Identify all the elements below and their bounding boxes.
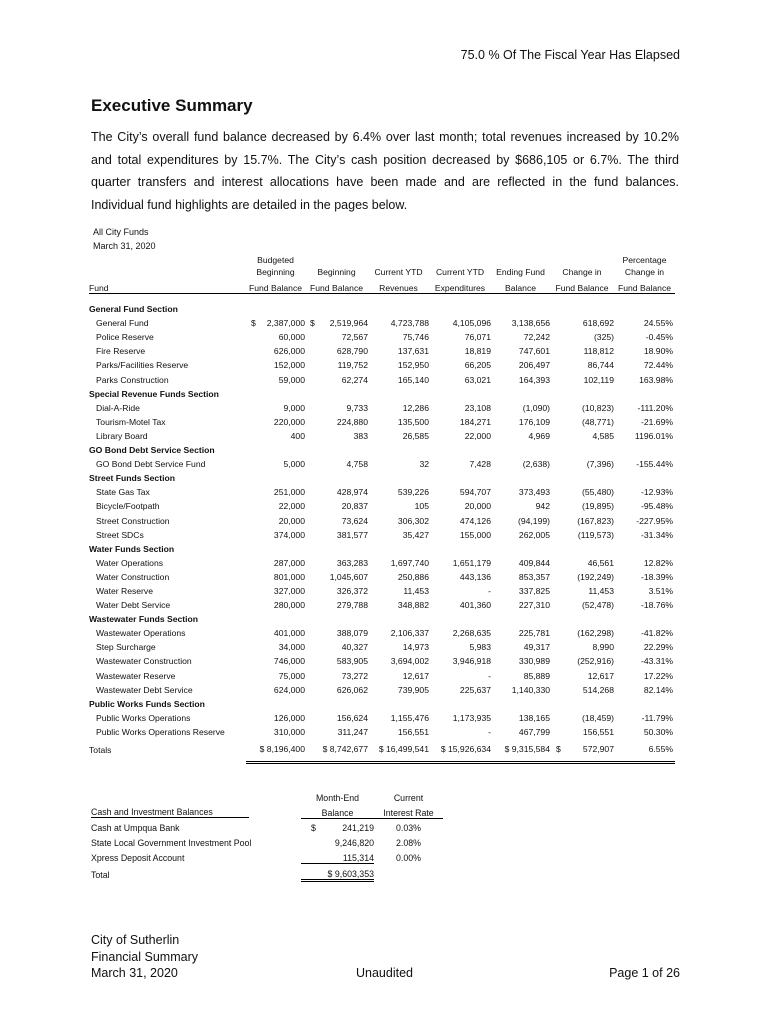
cell-revenues: 250,886 xyxy=(397,571,429,582)
header-pct: Fund Balance xyxy=(614,277,675,294)
totals-label: Totals xyxy=(89,744,112,755)
cell-beginning: 583,905 xyxy=(336,656,368,667)
cell-ending: 373,493 xyxy=(518,487,550,498)
cell-budgeted: 59,000 xyxy=(278,374,305,385)
section-heading: GO Bond Debt Service Section xyxy=(89,445,215,456)
header-expenditures: Expenditures xyxy=(429,277,491,294)
header-revenues: Current YTD xyxy=(374,267,423,277)
cell-budgeted: 152,000 xyxy=(273,360,305,371)
cell-expenditures: 594,707 xyxy=(459,487,491,498)
fund-row xyxy=(89,554,675,568)
cell-ending: (1,090) xyxy=(522,402,550,413)
fund-name: Bicycle/Footpath xyxy=(96,501,160,512)
dollar-sign: $ xyxy=(310,318,315,329)
section-heading: Wastewater Funds Section xyxy=(89,614,199,625)
fund-row xyxy=(89,328,675,342)
cell-pct: -227.95% xyxy=(636,515,673,526)
cell-expenditures: 184,271 xyxy=(459,416,491,427)
fund-name: Public Works Operations Reserve xyxy=(96,726,225,737)
cell-beginning: 383 xyxy=(353,430,368,441)
cell-budgeted: 374,000 xyxy=(273,529,305,540)
cell-revenues: 12,617 xyxy=(402,670,429,681)
fund-name: Wastewater Debt Service xyxy=(96,684,193,695)
cell-beginning: 326,372 xyxy=(336,585,368,596)
cell-beginning: 381,577 xyxy=(336,529,368,540)
cell-beginning: 626,062 xyxy=(336,684,368,695)
cell-budgeted: 22,000 xyxy=(278,501,305,512)
footer-date: March 31, 2020 xyxy=(91,966,178,980)
fund-row xyxy=(89,624,675,638)
cash-total-label: Total xyxy=(91,870,110,881)
cell-pct: -95.48% xyxy=(640,501,673,512)
fund-name: Street SDCs xyxy=(96,529,144,540)
fund-name: General Fund xyxy=(96,318,149,329)
cell-change: 118,812 xyxy=(583,346,614,357)
header-ending: Balance xyxy=(491,277,550,294)
cell-ending: 164,393 xyxy=(518,374,550,385)
section-row xyxy=(89,441,675,455)
total-revenues: $ 16,499,541 xyxy=(368,737,429,763)
cell-pct: 82.14% xyxy=(643,684,673,695)
cell-revenues: 165,140 xyxy=(397,374,429,385)
section-heading: General Fund Section xyxy=(89,304,178,315)
cell-expenditures: 443,136 xyxy=(459,571,491,582)
cell-ending: 225,781 xyxy=(518,628,550,639)
cash-label: Cash at Umpqua Bank xyxy=(91,823,180,834)
cell-pct: -11.79% xyxy=(641,712,673,723)
cell-change: (325) xyxy=(593,332,614,343)
cell-change: 156,551 xyxy=(582,726,614,737)
fund-row xyxy=(89,483,675,497)
section-row xyxy=(89,610,675,624)
cell-beginning: 388,079 xyxy=(336,628,368,639)
header-change: Fund Balance xyxy=(550,277,614,294)
cell-ending: 72,242 xyxy=(523,332,550,343)
cash-balance: 115,314 xyxy=(301,848,374,863)
header-budgeted: Budgeted xyxy=(257,254,294,265)
cell-budgeted: 310,000 xyxy=(273,726,305,737)
cell-beginning: 628,790 xyxy=(336,346,368,357)
cell-budgeted: 401,000 xyxy=(273,628,305,639)
cell-revenues: 135,500 xyxy=(397,416,429,427)
dollar-sign: $ xyxy=(251,318,256,329)
cell-ending: (2,638) xyxy=(522,459,550,470)
cell-expenditures: 474,126 xyxy=(459,515,491,526)
cell-ending: 227,310 xyxy=(518,600,550,611)
cell-change: (19,895) xyxy=(581,501,614,512)
cell-budgeted: 20,000 xyxy=(278,515,305,526)
cell-ending: 262,005 xyxy=(518,529,550,540)
cell-pct: 24.55% xyxy=(643,318,673,329)
total-expenditures: $ 15,926,634 xyxy=(429,737,491,763)
cell-change: 102,119 xyxy=(583,374,614,385)
cell-ending: 4,969 xyxy=(528,430,550,441)
cell-expenditures: 66,205 xyxy=(464,360,491,371)
fund-name: Fire Reserve xyxy=(96,346,146,357)
cell-expenditures: 22,000 xyxy=(464,430,491,441)
cell-expenditures: 5,983 xyxy=(469,642,491,653)
cash-balances-table xyxy=(91,788,443,882)
section-heading: Street Funds Section xyxy=(89,473,175,484)
cell-ending: 3,138,656 xyxy=(511,318,550,329)
cell-beginning: 279,788 xyxy=(336,600,368,611)
cell-change: (252,916) xyxy=(577,656,614,667)
cell-beginning: 73,624 xyxy=(341,515,368,526)
header-revenues: Revenues xyxy=(368,277,429,294)
section-heading: Water Funds Section xyxy=(89,543,175,554)
cell-expenditures: - xyxy=(488,726,491,737)
cell-budgeted: 126,000 xyxy=(273,712,305,723)
cell-revenues: 12,286 xyxy=(402,402,429,413)
cell-pct: 17.22% xyxy=(643,670,673,681)
fund-name: Step Surcharge xyxy=(96,642,156,653)
cell-pct: 12.82% xyxy=(643,557,673,568)
cell-revenues: 1,155,476 xyxy=(390,712,429,723)
cell-pct: -41.82% xyxy=(640,628,673,639)
fund-balance-table xyxy=(89,252,675,764)
cell-budgeted: 9,000 xyxy=(283,402,305,413)
fund-name: GO Bond Debt Service Fund xyxy=(96,459,206,470)
cash-rate: 2.08% xyxy=(396,838,421,849)
cell-expenditures: 76,071 xyxy=(464,332,491,343)
cell-beginning: 62,274 xyxy=(341,374,368,385)
cash-dollar: $ xyxy=(311,823,316,834)
cell-budgeted: 75,000 xyxy=(278,670,305,681)
fund-row xyxy=(89,652,675,666)
cell-change: 46,561 xyxy=(587,557,614,568)
fund-row xyxy=(89,666,675,680)
cell-ending: 337,825 xyxy=(518,585,550,596)
cell-beginning: 1,045,607 xyxy=(329,571,368,582)
fund-row xyxy=(89,511,675,525)
fund-row xyxy=(89,314,675,328)
cell-beginning: 40,327 xyxy=(341,642,368,653)
total-change-value: 572,907 xyxy=(582,743,614,754)
summary-paragraph: The City’s overall fund balance decreased by 6.4% over last month; total revenues increased by 10.2% and total expenditures by 15.7%. The City’s cash position decreased by $686,105 or 6.7%. The third quarter transfers and interest allocations have been made and are reflected in the fund balances. Individual fund highlights are detailed in the pages below. xyxy=(91,130,679,212)
fund-row xyxy=(89,455,675,469)
cell-revenues: 3,694,002 xyxy=(390,656,429,667)
cell-beginning: 428,974 xyxy=(336,487,368,498)
cell-expenditures: 63,021 xyxy=(464,374,491,385)
cell-pct: -31.34% xyxy=(640,529,673,540)
cell-pct: 50.30% xyxy=(643,726,673,737)
cell-budgeted: 60,000 xyxy=(278,332,305,343)
cell-beginning: 72,567 xyxy=(341,332,368,343)
cell-ending: 206,497 xyxy=(518,360,550,371)
cell-revenues: 14,973 xyxy=(402,642,429,653)
cell-ending: 330,989 xyxy=(518,656,550,667)
fund-name: Water Operations xyxy=(96,557,164,568)
fund-row xyxy=(89,638,675,652)
cell-change: 86,744 xyxy=(587,360,614,371)
cell-change: (10,823) xyxy=(581,402,614,413)
fund-name: Water Reserve xyxy=(96,585,153,596)
fund-row xyxy=(89,399,675,413)
cell-pct: -155.44% xyxy=(636,459,673,470)
cell-expenditures: 20,000 xyxy=(464,501,491,512)
cell-ending: 138,165 xyxy=(518,712,550,723)
fund-name: State Gas Tax xyxy=(96,487,150,498)
cash-label: Xpress Deposit Account xyxy=(91,853,185,864)
fund-row xyxy=(89,427,675,441)
header-pct: Change in xyxy=(624,267,665,277)
cell-beginning: 311,247 xyxy=(337,726,368,737)
cell-pct: -111.20% xyxy=(637,402,673,413)
cell-change: (119,573) xyxy=(577,529,614,540)
fund-row xyxy=(89,582,675,596)
fund-name: Street Construction xyxy=(96,515,170,526)
section-row xyxy=(89,385,675,399)
cash-balance: 9,246,820 xyxy=(334,838,374,849)
cell-change: (167,823) xyxy=(577,515,614,526)
header-beginning: Fund Balance xyxy=(305,277,368,294)
cell-beginning: 119,752 xyxy=(337,360,368,371)
cell-change: 8,990 xyxy=(592,642,614,653)
cell-pct: 3.51% xyxy=(648,585,673,596)
cell-ending: 942 xyxy=(535,501,550,512)
cell-pct: -43.31% xyxy=(640,656,673,667)
cell-change: (18,459) xyxy=(581,712,614,723)
header-ending: Ending Fund xyxy=(496,267,545,277)
cell-budgeted: 801,000 xyxy=(273,571,305,582)
cell-expenditures: 401,360 xyxy=(459,600,491,611)
cell-revenues: 348,882 xyxy=(397,600,429,611)
cell-value: 2,519,964 xyxy=(329,318,368,329)
fund-row xyxy=(89,370,675,384)
cell-budgeted: 400 xyxy=(290,430,305,441)
cell-ending: 49,317 xyxy=(523,642,550,653)
section-heading: Public Works Funds Section xyxy=(89,698,205,709)
header-budgeted: Fund Balance xyxy=(246,277,305,294)
table-caption-funds: All City Funds xyxy=(93,227,149,237)
cell-expenditures: 1,173,935 xyxy=(452,712,491,723)
cash-balance: 241,219 xyxy=(342,823,374,834)
cell-change: (55,480) xyxy=(581,487,614,498)
header-beginning: Beginning xyxy=(317,267,356,277)
fund-row xyxy=(89,342,675,356)
cell-beginning: 4,758 xyxy=(346,459,368,470)
fund-row xyxy=(89,568,675,582)
cell-expenditures: 23,108 xyxy=(464,402,491,413)
fund-name: Public Works Operations xyxy=(96,712,191,723)
cell-revenues: 156,551 xyxy=(397,726,429,737)
section-row xyxy=(89,695,675,709)
cell-change: (48,771) xyxy=(581,416,614,427)
cell-budgeted: 624,000 xyxy=(273,684,305,695)
cell-revenues: 137,631 xyxy=(397,346,429,357)
cell-pct: -21.69% xyxy=(640,416,673,427)
cell-revenues: 539,226 xyxy=(397,487,429,498)
cell-expenditures: 18,819 xyxy=(464,346,491,357)
total-ending: $ 9,315,584 xyxy=(491,737,550,763)
cell-beginning: 73,272 xyxy=(341,670,368,681)
cell-expenditures: - xyxy=(488,585,491,596)
fund-name: Library Board xyxy=(96,430,148,441)
cell-ending: 176,109 xyxy=(518,416,550,427)
cell-pct: -12.93% xyxy=(640,487,673,498)
section-row xyxy=(89,540,675,554)
cash-rate: 0.03% xyxy=(396,823,421,834)
section-heading: Special Revenue Funds Section xyxy=(89,388,219,399)
fund-row xyxy=(89,497,675,511)
cash-header-balance: Month-End xyxy=(315,792,360,803)
cash-row xyxy=(91,848,443,863)
cell-pct: 72.44% xyxy=(643,360,673,371)
cell-revenues: 105 xyxy=(414,501,429,512)
fund-name: Water Debt Service xyxy=(96,600,171,611)
section-row xyxy=(89,469,675,483)
cell-revenues: 75,746 xyxy=(402,332,429,343)
cell-beginning: 20,837 xyxy=(341,501,368,512)
fund-row xyxy=(89,709,675,723)
fiscal-year-elapsed-note: 75.0 % Of The Fiscal Year Has Elapsed xyxy=(460,48,680,62)
cell-pct: -18.39% xyxy=(640,571,673,582)
section-row xyxy=(89,300,675,314)
cell-pct: 163.98% xyxy=(639,374,673,385)
cell-budgeted: 220,000 xyxy=(273,416,305,427)
cell-ending: 85,889 xyxy=(523,670,550,681)
cell-revenues: 152,950 xyxy=(397,360,429,371)
cell-budgeted: 746,000 xyxy=(273,656,305,667)
cell-change: (162,298) xyxy=(577,628,614,639)
cell-change: (52,478) xyxy=(581,600,614,611)
total-budgeted: $ 8,196,400 xyxy=(246,737,305,763)
cash-row xyxy=(91,833,443,848)
cell-beginning: 363,283 xyxy=(336,557,368,568)
cell-change: 11,453 xyxy=(588,585,614,596)
cash-header-label: Cash and Investment Balances xyxy=(91,807,249,818)
fund-row xyxy=(89,596,675,610)
cell-change: (7,396) xyxy=(586,459,614,470)
cash-header-rate: Current xyxy=(393,792,424,803)
cell-change: 12,617 xyxy=(587,670,614,681)
fund-name: Wastewater Operations xyxy=(96,628,186,639)
footer-report: Financial Summary xyxy=(91,949,198,964)
fund-name: Tourism-Motel Tax xyxy=(96,416,166,427)
cell-beginning: 224,880 xyxy=(336,416,368,427)
total-change-dollar: $ xyxy=(556,743,561,754)
fund-name: Dial-A-Ride xyxy=(96,402,140,413)
total-change xyxy=(550,737,614,763)
cell-budgeted: 251,000 xyxy=(273,487,305,498)
cell-ending: 409,844 xyxy=(518,557,550,568)
cell-ending: (94,199) xyxy=(517,515,550,526)
fund-name: Water Construction xyxy=(96,571,170,582)
fund-row xyxy=(89,356,675,370)
cell-budgeted: 626,000 xyxy=(273,346,305,357)
cell-expenditures: 2,268,635 xyxy=(452,628,491,639)
cell-beginning: 156,624 xyxy=(336,712,368,723)
cash-row xyxy=(91,818,443,833)
cash-header-rate: Interest Rate xyxy=(374,803,443,818)
cell-change: (192,249) xyxy=(577,571,614,582)
cell-ending: 1,140,330 xyxy=(511,684,550,695)
table-caption-date: March 31, 2020 xyxy=(93,241,156,251)
page-title: Executive Summary xyxy=(91,96,253,115)
cell-revenues: 35,427 xyxy=(402,529,429,540)
footer-unaudited: Unaudited xyxy=(356,966,413,980)
cell-revenues: 32 xyxy=(419,459,429,470)
cell-revenues: 306,302 xyxy=(397,515,429,526)
total-beginning: $ 8,742,677 xyxy=(305,737,368,763)
footer-city: City of Sutherlin xyxy=(91,933,180,947)
cash-label: State Local Government Investment Pool xyxy=(91,838,252,849)
cell-change: 514,268 xyxy=(582,684,614,695)
header-change: Change in xyxy=(562,267,602,277)
fund-name: Wastewater Construction xyxy=(96,656,192,667)
fund-name: Parks Construction xyxy=(96,374,169,385)
cell-expenditures: 155,000 xyxy=(459,529,491,540)
header-budgeted: Beginning xyxy=(256,267,295,277)
cell-revenues: 4,723,788 xyxy=(390,318,429,329)
fund-name: Police Reserve xyxy=(96,332,154,343)
fund-name: Parks/Facilities Reserve xyxy=(96,360,189,371)
cell-expenditures: 1,651,179 xyxy=(452,557,491,568)
cell-change: 4,585 xyxy=(592,430,614,441)
total-pct: 6.55% xyxy=(614,737,675,763)
cell-budgeted: 280,000 xyxy=(273,600,305,611)
header-fund: Fund xyxy=(89,277,246,294)
cell-pct: 18.90% xyxy=(643,346,673,357)
cell-expenditures: 3,946,918 xyxy=(452,656,491,667)
fund-row xyxy=(89,681,675,695)
fund-row xyxy=(89,413,675,427)
cash-header-balance: Balance xyxy=(301,803,374,818)
cell-pct: -18.76% xyxy=(640,600,673,611)
cell-revenues: 739,905 xyxy=(397,684,429,695)
cell-expenditures: - xyxy=(488,670,491,681)
header-pct: Percentage xyxy=(622,254,667,265)
cell-pct: -0.45% xyxy=(645,332,673,343)
cell-budgeted: 5,000 xyxy=(283,459,305,470)
cell-pct: 1196.01% xyxy=(634,430,673,441)
cell-value: 2,387,000 xyxy=(266,318,305,329)
cell-revenues: 26,585 xyxy=(402,430,429,441)
cell-expenditures: 7,428 xyxy=(469,459,491,470)
cell-budgeted xyxy=(246,314,305,328)
cell-ending: 467,799 xyxy=(518,726,550,737)
page-number: Page 1 of 26 xyxy=(609,966,680,980)
cash-total-value: $ 9,603,353 xyxy=(301,863,374,880)
cell-ending: 747,601 xyxy=(518,346,550,357)
cell-pct: 22.29% xyxy=(643,642,673,653)
cell-expenditures: 4,105,096 xyxy=(452,318,491,329)
footer-block xyxy=(91,932,198,982)
cell-change: 618,692 xyxy=(582,318,614,329)
fund-row xyxy=(89,723,675,737)
cell-budgeted: 327,000 xyxy=(273,585,305,596)
fund-name: Wastewater Reserve xyxy=(96,670,176,681)
cell-expenditures: 225,637 xyxy=(459,684,491,695)
cell-ending: 853,357 xyxy=(518,571,550,582)
header-expenditures: Current YTD xyxy=(435,267,485,277)
cell-revenues: 2,106,337 xyxy=(390,628,429,639)
cell-budgeted: 34,000 xyxy=(278,642,305,653)
cell-budgeted: 287,000 xyxy=(273,557,305,568)
cell-revenues: 1,697,740 xyxy=(390,557,429,568)
cell-revenues: 11,453 xyxy=(403,585,429,596)
fund-row xyxy=(89,526,675,540)
cell-beginning: 9,733 xyxy=(346,402,368,413)
cash-rate: 0.00% xyxy=(396,853,421,864)
cell-beginning xyxy=(305,314,368,328)
